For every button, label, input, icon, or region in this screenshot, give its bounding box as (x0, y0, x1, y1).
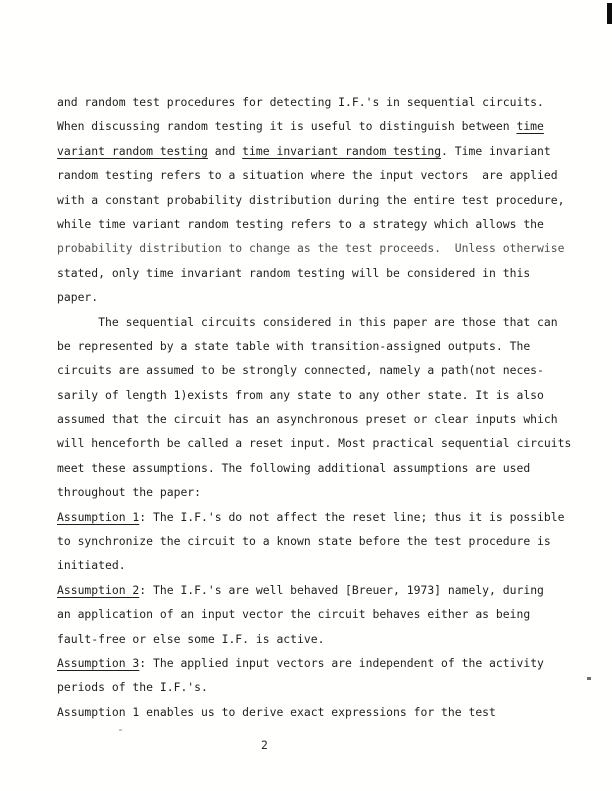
body-text (57, 90, 597, 724)
text-segment: sarily of length 1)exists from any state to any other state. It is also (57, 387, 544, 402)
text-line (57, 675, 597, 699)
text-line (57, 90, 597, 114)
text-segment: to synchronize the circuit to a known state before the test procedure is (57, 534, 551, 549)
text-segment: with a constant probability distribution during the entire test procedure, (57, 192, 565, 207)
text-segment: Assumption 1 enables us to derive exact expressions for the test (57, 704, 496, 719)
text-segment: : The I.F.'s are well behaved [Breuer, 1973] namely, during (139, 582, 544, 597)
text-segment: will henceforth be called a reset input. Most practical sequential circuits (57, 436, 572, 451)
text-segment: circuits are assumed to be strongly connected, namely a path(not neces- (57, 363, 544, 378)
text-line (57, 285, 597, 309)
text-segment: meet these assumptions. The following additional assumptions are used (57, 460, 531, 475)
underlined-text: Assumption 3 (57, 655, 140, 670)
text-line (57, 651, 597, 675)
text-segment: initiated. (57, 558, 126, 573)
text-segment: periods of the I.F.'s. (57, 680, 208, 695)
text-segment: The sequential circuits considered in this paper are those that can (57, 314, 558, 329)
text-line (57, 114, 597, 138)
text-line (57, 431, 597, 455)
text-line (57, 212, 597, 236)
text-line (57, 456, 597, 480)
text-segment: When discussing random testing it is useful to distinguish between (57, 119, 517, 134)
text-segment: and (207, 143, 243, 158)
text-segment: assumed that the circuit has an asynchronous preset or clear inputs which (57, 412, 558, 427)
text-line (57, 529, 597, 553)
underlined-text: time (516, 119, 544, 134)
text-line (57, 139, 597, 163)
text-line (57, 480, 597, 504)
underlined-text: Assumption 1 (57, 509, 140, 524)
text-line (57, 188, 597, 212)
scan-artifact-corner-mark (607, 3, 612, 24)
text-line (57, 383, 597, 407)
text-segment: : The I.F.'s do not affect the reset line; thus it is possible (139, 509, 565, 524)
text-line (57, 261, 597, 285)
underlined-text: Assumption 2 (57, 582, 140, 597)
text-segment: stated, only time invariant random testing will be considered in this (57, 265, 531, 280)
scan-artifact-speck (119, 729, 122, 731)
text-line (57, 236, 597, 260)
text-segment: . Time invariant (441, 143, 551, 158)
text-segment: probability distribution to change as the test proceeds. Unless otherwise (57, 241, 565, 256)
text-segment: an application of an input vector the circuit behaves either as being (57, 607, 531, 622)
scan-artifact-speck (587, 677, 591, 680)
text-line (57, 334, 597, 358)
text-line (57, 553, 597, 577)
text-line (57, 578, 597, 602)
text-segment: : The applied input vectors are independent of the activity (139, 655, 544, 670)
page-number: 2 (261, 738, 268, 752)
text-line (57, 358, 597, 382)
text-segment: paper. (57, 290, 99, 305)
text-line (57, 163, 597, 187)
text-line (57, 700, 597, 724)
text-line (57, 627, 597, 651)
text-line (57, 310, 597, 334)
text-segment: throughout the paper: (57, 485, 202, 500)
text-line (57, 505, 597, 529)
text-line (57, 407, 597, 431)
text-segment: and random test procedures for detecting I.F.'s in sequential circuits. (57, 95, 544, 109)
text-segment: fault-free or else some I.F. is active. (57, 631, 325, 646)
underlined-text: time invariant random testing (242, 143, 442, 158)
text-segment: be represented by a state table with transition-assigned outputs. The (57, 338, 531, 353)
text-segment: while time variant random testing refers to a strategy which allows the (57, 216, 544, 231)
text-segment: random testing refers to a situation where the input vectors are applied (57, 168, 558, 183)
text-line (57, 602, 597, 626)
underlined-text: variant random testing (57, 143, 208, 158)
